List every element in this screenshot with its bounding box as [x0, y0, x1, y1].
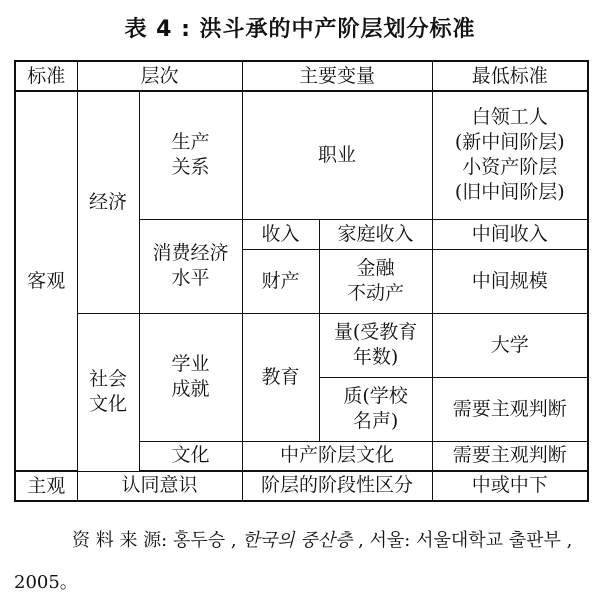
- source-suffix: , 서울: 서울대학교 출판부 , 2005。: [14, 530, 573, 593]
- source-note: [14, 520, 589, 604]
- table-row: [15, 313, 588, 377]
- table-row: [15, 471, 588, 501]
- cell-academic-achievement: 学业 成就: [139, 313, 242, 441]
- cell-finance-realestate: 金融 不动产: [319, 249, 432, 313]
- cell-middle-class-culture: 中产阶层文化: [242, 441, 432, 471]
- header-main-variable: 主要变量: [242, 61, 432, 91]
- cell-income: 收入: [242, 219, 319, 249]
- cell-objective: 客观: [15, 91, 77, 471]
- cell-consumption-level: 消费经济 水平: [139, 219, 242, 313]
- cell-quality: 质(学校 名声): [319, 377, 432, 441]
- cell-stage-distinction: 阶层的阶段性区分: [242, 471, 432, 501]
- header-row: [15, 61, 588, 91]
- cell-middle-scale: 中间规模: [432, 249, 588, 313]
- cell-subjective-judgment-1: 需要主观判断: [432, 377, 588, 441]
- cell-occupation-min: 白领工人 (新中间阶层) 小资产阶层 (旧中间阶层): [432, 91, 588, 219]
- source-book-title: 한국의 중산층: [242, 530, 353, 551]
- cell-subjective: 主观: [15, 471, 77, 501]
- classification-table: [14, 60, 589, 502]
- table-row: [15, 91, 588, 219]
- cell-education: 教育: [242, 313, 319, 441]
- cell-economy: 经济: [77, 91, 139, 313]
- cell-property: 财产: [242, 249, 319, 313]
- cell-university: 大学: [432, 313, 588, 377]
- cell-household-income: 家庭收入: [319, 219, 432, 249]
- cell-relations-of-production: 生产 关系: [139, 91, 242, 219]
- header-min-standard: 最低标准: [432, 61, 588, 91]
- header-level: 层次: [77, 61, 242, 91]
- source-prefix: 资 料 来 源: 홍두승 ,: [72, 530, 243, 551]
- cell-middle-or-lower: 中或中下: [432, 471, 588, 501]
- cell-identity: 认同意识: [77, 471, 242, 501]
- cell-occupation: 职业: [242, 91, 432, 219]
- cell-middle-income: 中间收入: [432, 219, 588, 249]
- table-title: 表 4 : 洪斗承的中产阶层划分标准: [124, 17, 476, 42]
- header-standard: 标准: [15, 61, 77, 91]
- cell-subjective-judgment-2: 需要主观判断: [432, 441, 588, 471]
- cell-culture: 文化: [139, 441, 242, 471]
- cell-social-culture: 社会 文化: [77, 313, 139, 471]
- cell-quantity: 量(受教育 年数): [319, 313, 432, 377]
